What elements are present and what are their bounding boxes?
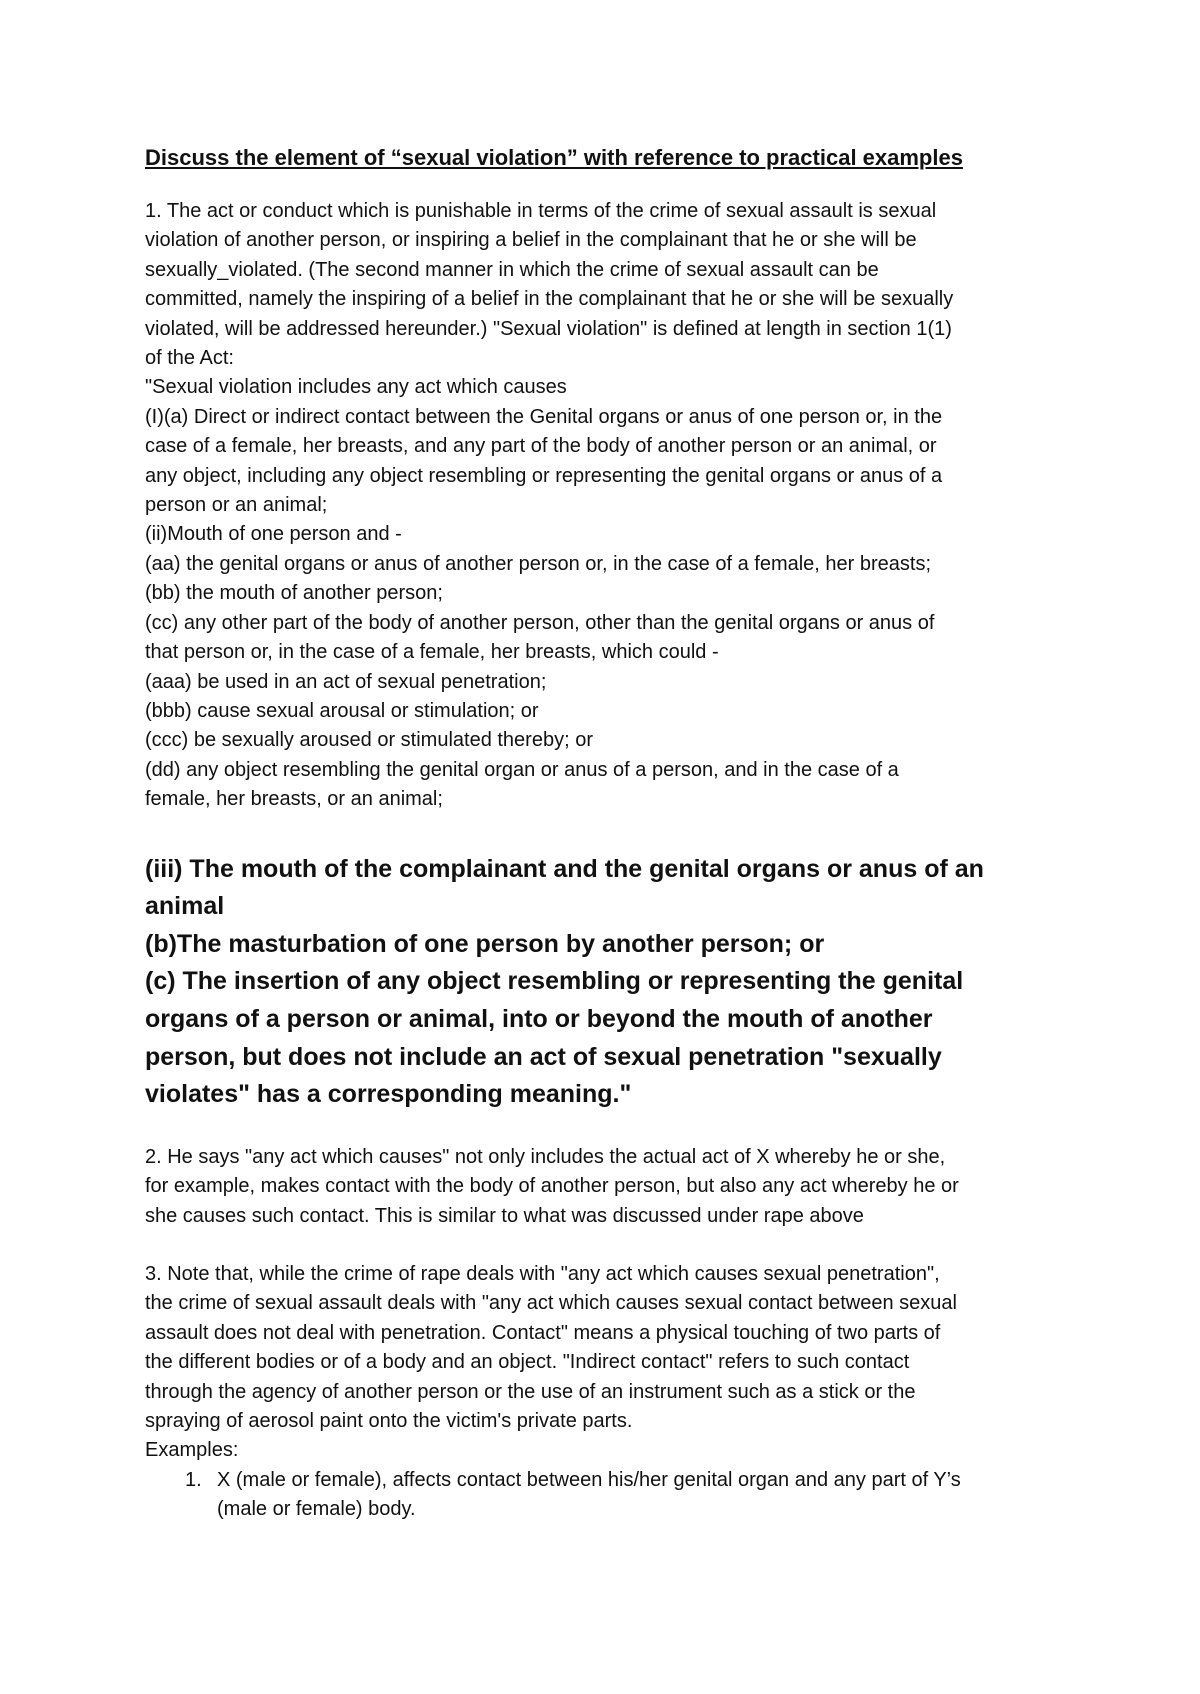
paragraph-line: she causes such contact. This is similar to what was discussed under rape above [145,1204,864,1227]
paragraph-line: (I)(a) Direct or indirect contact between the Genital organs or anus of one person or, in the [145,405,943,428]
bold-line: (b)The masturbation of one person by another person; or [145,929,825,958]
examples-label: Examples: [145,1439,239,1462]
paragraph-line: 3. Note that, while the crime of rape deals with "any act which causes sexual penetration", [145,1262,940,1285]
paragraph-line: case of a female, her breasts, and any part of the body of another person or an animal, or [145,435,937,458]
paragraph-line: the crime of sexual assault deals with "any act which causes sexual contact between sexual [145,1292,957,1315]
examples-list [145,1466,1075,1525]
paragraph-line: (aaa) be used in an act of sexual penetration; [145,670,547,693]
paragraph-line: 2. He says "any act which causes" not only includes the actual act of X whereby he or she, [145,1145,946,1168]
list-item-line: (male or female) body. [217,1498,416,1521]
paragraph-3 [145,1260,1075,1525]
paragraph-line: that person or, in the case of a female, her breasts, which could - [145,641,719,664]
bold-line: (iii) The mouth of the complainant and the genital organs or anus of an [145,854,984,883]
paragraph-line: person or an animal; [145,494,328,517]
paragraph-line: any object, including any object resembling or representing the genital organs or anus of a [145,464,943,487]
paragraph-line: (cc) any other part of the body of another person, other than the genital organs or anus of [145,611,935,634]
paragraph-line: spraying of aerosol paint onto the victim's private parts. [145,1409,633,1432]
paragraph-spacer [145,1231,1075,1260]
paragraph-line: of the Act: [145,347,234,370]
paragraph-line: through the agency of another person or the use of an instrument such as a stick or the [145,1380,916,1403]
list-item-line: X (male or female), affects contact between his/her genital organ and any part of Y’s [217,1468,961,1491]
bold-line: (c) The insertion of any object resembling or representing the genital [145,967,964,996]
document-title: Discuss the element of “sexual violation” with reference to practical examples [145,145,963,170]
paragraph-line: female, her breasts, or an animal; [145,788,443,811]
bold-line: violates" has a corresponding meaning." [145,1080,632,1109]
paragraph-line: committed, namely the inspiring of a belief in the complainant that he or she will be sexually [145,288,954,311]
paragraph-line: (ii)Mouth of one person and - [145,523,402,546]
paragraph-line: (dd) any object resembling the genital organ or anus of a person, and in the case of a [145,758,899,781]
bold-line: organs of a person or animal, into or beyond the mouth of another [145,1004,933,1033]
paragraph-line: assault does not deal with penetration. Contact" means a physical touching of two parts of [145,1321,941,1344]
list-item-number: 1. [185,1468,202,1491]
paragraph-line: violation of another person, or inspiring a belief in the complainant that he or she will be [145,229,917,252]
paragraph-line: violated, will be addressed hereunder.) "Sexual violation" is defined at length in section 1(1) [145,317,952,340]
paragraph-line: "Sexual violation includes any act which causes [145,376,567,399]
list-item [145,1466,1075,1525]
paragraph-1 [145,197,1075,815]
bold-definition-block [145,851,1075,1114]
bold-line: person, but does not include an act of sexual penetration "sexually [145,1042,942,1071]
paragraph-line: (ccc) be sexually aroused or stimulated thereby; or [145,729,593,752]
paragraph-line: the different bodies or of a body and an object. "Indirect contact" refers to such contact [145,1351,910,1374]
document-content [145,143,1075,1525]
paragraph-line: (bb) the mouth of another person; [145,582,443,605]
bold-line: animal [145,892,225,921]
paragraph-spacer [145,1114,1075,1143]
paragraph-line: sexually_violated. (The second manner in which the crime of sexual assault can be [145,258,879,281]
paragraph-line: (aa) the genital organs or anus of another person or, in the case of a female, her breasts; [145,552,932,575]
paragraph-2 [145,1143,1075,1231]
paragraph-line: for example, makes contact with the body of another person, but also any act whereby he or [145,1175,959,1198]
paragraph-line: 1. The act or conduct which is punishable in terms of the crime of sexual assault is sexual [145,200,937,222]
paragraph-line: (bbb) cause sexual arousal or stimulation; or [145,699,539,722]
